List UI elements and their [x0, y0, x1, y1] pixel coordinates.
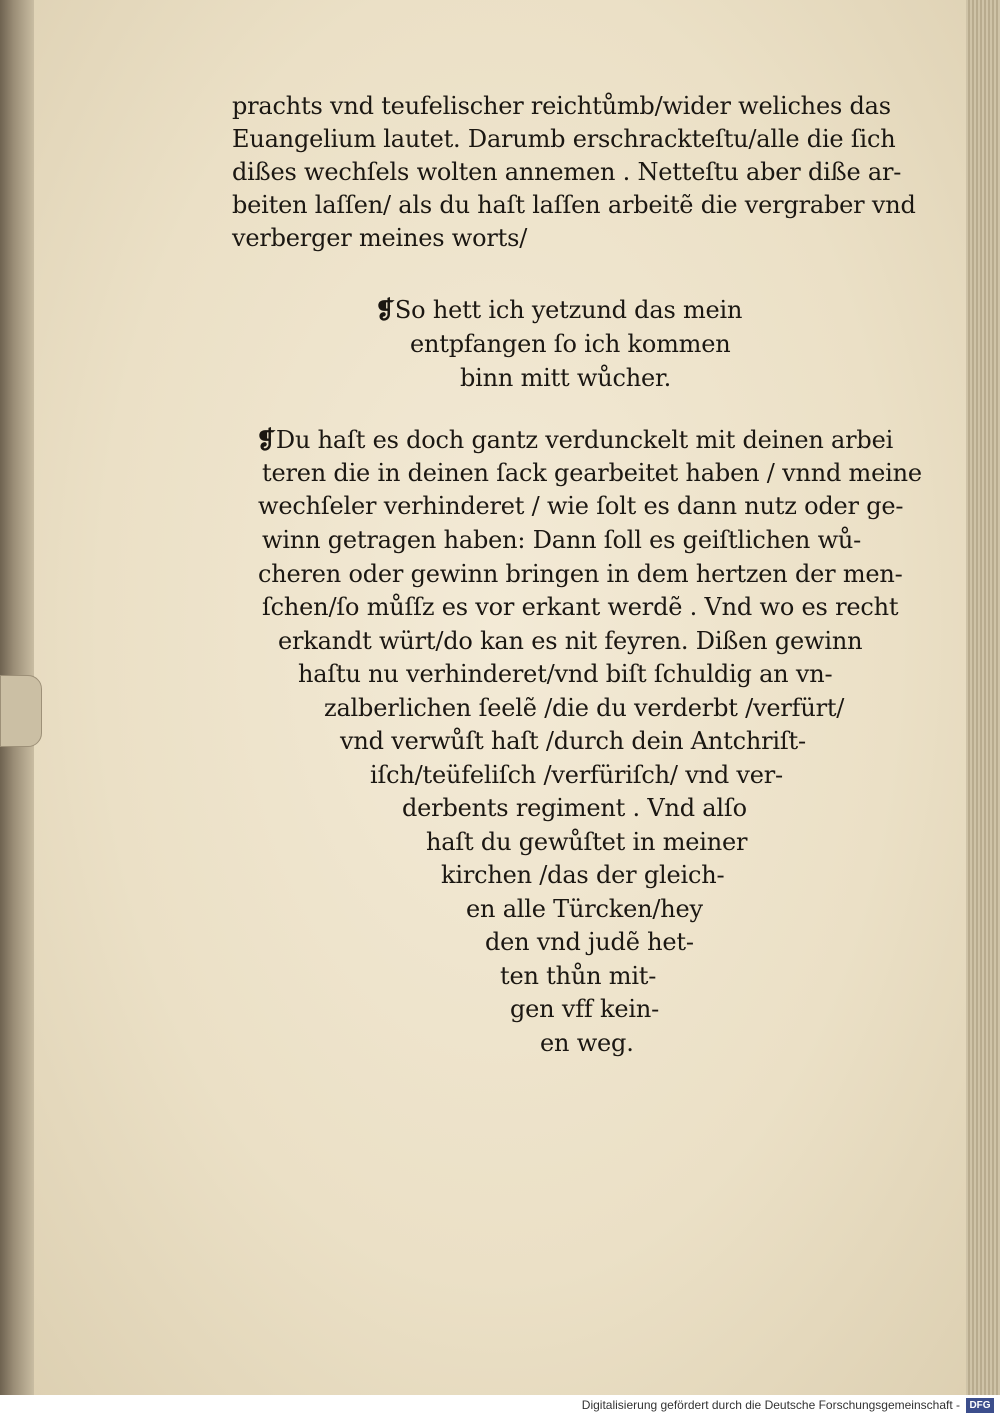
- quote-text: So hett ich yetzund das mein: [394, 296, 743, 324]
- para-line: wechſeler verhinderet / wie ſolt es dann nutz oder ge-: [258, 492, 904, 520]
- body-line: Euangelium lautet. Darumb erschrackteſtu/alle die ſich: [232, 125, 896, 153]
- para-line: ſchen/ſo můſſz es vor erkant werdẽ . Vnd wo es recht: [262, 593, 899, 621]
- quote-line: binn mitt wůcher.: [460, 364, 672, 392]
- para-line: iſch/teüfeliſch /verfüriſch/ vnd ver-: [370, 761, 783, 789]
- para-line: winn getragen haben: Dann ſoll es geiſtlichen wů-: [262, 526, 862, 554]
- para-line: gen vff kein-: [510, 995, 659, 1023]
- para-line: en weg.: [540, 1029, 634, 1057]
- para-line: den vnd judẽ het-: [485, 928, 694, 956]
- para-line: derbents regiment . Vnd alſo: [402, 794, 747, 822]
- para-line: zalberlichen ſeelẽ /die du verderbt /verfürt/: [324, 694, 845, 722]
- para-line: [256, 425, 893, 454]
- paragraph-mark-icon: ❡: [256, 425, 276, 454]
- footer-bar: [0, 1395, 1000, 1417]
- quote-line: [375, 295, 742, 324]
- para-text: Du haſt es doch gantz verdunckelt mit deinen arbei: [275, 426, 894, 454]
- body-line: dißes wechſels wolten annemen . Netteſtu aber diße ar-: [232, 158, 902, 186]
- page-clip: [0, 675, 42, 747]
- body-line: verberger meines worts/: [232, 224, 528, 252]
- para-line: en alle Türcken/hey: [466, 895, 703, 923]
- para-line: ten thůn mit-: [500, 962, 657, 990]
- body-line: beiten laſſen/ als du haſt laſſen arbeitẽ die vergraber vnd: [232, 191, 916, 219]
- para-line: kirchen /das der gleich-: [441, 861, 725, 889]
- para-line: vnd verwůſt haſt /durch dein Antchriſt-: [340, 727, 806, 755]
- page-edges: [966, 0, 1000, 1395]
- para-line: erkandt würt/do kan es nit feyren. Dißen gewinn: [278, 627, 863, 655]
- quote-line: entpfangen ſo ich kommen: [410, 330, 731, 358]
- footer-credit: Digitalisierung gefördert durch die Deutsche Forschungsgemeinschaft -: [581, 1398, 960, 1412]
- para-line: teren die in deinen ſack gearbeitet haben / vnnd meine: [262, 459, 922, 487]
- para-line: haſtu nu verhinderet/vnd biſt ſchuldig an vn-: [298, 660, 833, 688]
- para-line: cheren oder gewinn bringen in dem hertzen der men-: [258, 560, 903, 588]
- dfg-logo: DFG: [966, 1398, 994, 1413]
- para-line: haſt du gewůſtet in meiner: [426, 828, 748, 856]
- body-line: prachts vnd teufelischer reichtůmb/wider weliches das: [232, 92, 891, 120]
- paragraph-mark-icon: ❡: [375, 295, 395, 324]
